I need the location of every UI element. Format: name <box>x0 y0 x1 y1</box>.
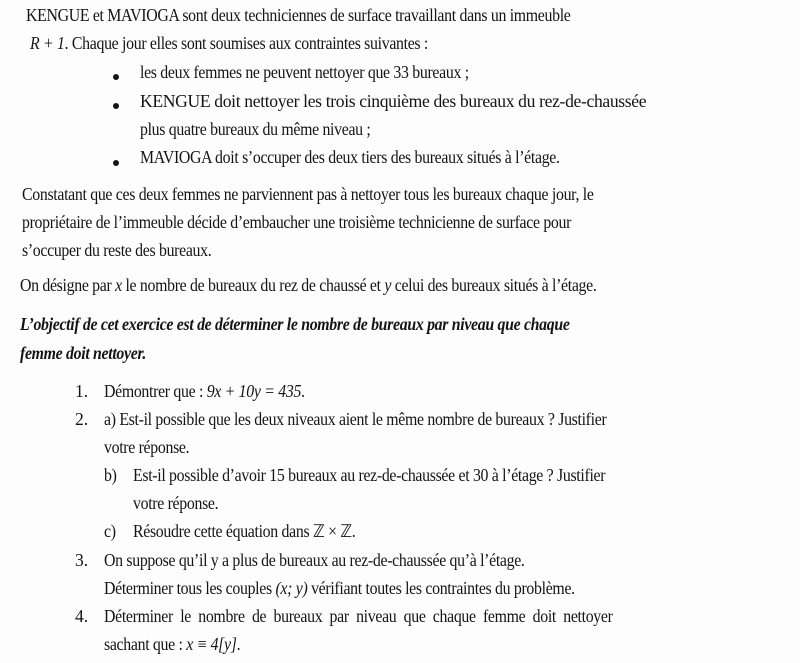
intro-text-2: . Chaque jour elles sont soumises aux contraintes suivantes : <box>64 33 429 53</box>
question-4 <box>104 606 669 627</box>
constraint-text: les deux femmes ne peuvent nettoyer que 33 bureaux ; <box>140 62 469 82</box>
math-y: y <box>384 275 392 295</box>
text: . <box>301 381 305 401</box>
question-number: 1. <box>75 381 89 401</box>
intro-text: KENGUE et MAVIOGA sont deux techniciennes de surface travaillant dans un immeuble <box>26 5 571 25</box>
question-3-cont <box>104 578 627 599</box>
constraint-text: MAVIOGA doit s’occuper des deux tiers des bureaux situés à l’étage. <box>140 147 560 167</box>
sub-label: a) <box>104 409 116 429</box>
question-3 <box>104 550 571 571</box>
paragraph-line <box>22 212 632 233</box>
constraint-text: KENGUE doit nettoyer les trois cinquième des bureaux du rez-de-chaussée <box>140 91 647 111</box>
objective-line <box>20 343 160 364</box>
math-equation: 9x + 10y = 435 <box>206 381 302 401</box>
bullet-icon <box>113 74 119 80</box>
math-r-plus-1: R + 1 <box>30 33 65 53</box>
text: vérifiant toutes les contraintes du problème. <box>307 578 575 598</box>
question-2b-cont <box>133 493 228 514</box>
question-2a <box>104 409 662 430</box>
text: votre réponse. <box>104 437 190 457</box>
bullet-icon <box>113 103 119 109</box>
variables-definition <box>20 275 661 296</box>
objective-text: femme doit nettoyer. <box>20 343 147 363</box>
constraint-2-cont <box>140 119 396 140</box>
question-1 <box>104 381 327 402</box>
question-2c <box>104 521 117 542</box>
constraint-text: plus quatre bureaux du même niveau ; <box>140 119 371 139</box>
constraint-3 <box>140 147 606 168</box>
sub-label: c) <box>104 521 116 541</box>
objective-line <box>20 314 631 335</box>
question-2a-cont <box>104 437 199 458</box>
question-number: 3. <box>75 550 89 570</box>
bullet-icon <box>113 160 119 166</box>
objective-text: L’objectif de cet exercice est de déterminer le nombre de bureaux par niveau que chaque <box>20 314 570 334</box>
paragraph-line <box>22 184 657 205</box>
text: On suppose qu’il y a plus de bureaux au rez-de-chaussée qu’à l’étage. <box>104 550 525 570</box>
text: Déterminer tous les couples <box>104 578 276 598</box>
text: Est-il possible que les deux niveaux aient le même nombre de bureaux ? Justifier <box>119 409 607 429</box>
question-number: 2. <box>75 409 89 429</box>
question-number: 4. <box>75 606 89 626</box>
text: Résoudre cette équation dans <box>133 521 313 541</box>
intro-line-2 <box>30 33 472 54</box>
constraint-1 <box>140 62 505 83</box>
intro-line-1 <box>26 5 631 26</box>
text: le nombre de bureaux du rez de chaussé et <box>121 275 385 295</box>
text: . <box>351 521 356 541</box>
question-2b-text <box>133 465 658 486</box>
text: . <box>236 634 241 654</box>
text: votre réponse. <box>133 493 219 513</box>
paragraph-text: s’occuper du reste des bureaux. <box>22 240 212 260</box>
question-2b <box>104 465 118 486</box>
constraint-2 <box>140 91 646 112</box>
text: sachant que : <box>104 634 187 654</box>
text: celui des bureaux situés à l’étage. <box>391 275 597 295</box>
text: Est-il possible d’avoir 15 bureaux au rez-de-chaussée et 30 à l’étage ? Justifier <box>133 465 606 485</box>
paragraph-text: Constatant que ces deux femmes ne parviennent pas à nettoyer tous les bureaux chaque jour, le <box>22 184 594 204</box>
paragraph-line <box>22 240 232 261</box>
question-2c-text <box>133 521 380 542</box>
math-z-cross-z: ℤ × ℤ <box>312 521 352 541</box>
sub-label: b) <box>104 465 117 485</box>
question-4-cont <box>104 634 255 655</box>
math-congruence: x ≡ 4[y] <box>186 634 237 654</box>
text: Déterminer le nombre de bureaux par niveau que chaque femme doit nettoyer <box>104 606 613 626</box>
text: Démontrer que : <box>104 381 207 401</box>
text: On désigne par <box>20 275 116 295</box>
math-couple: (x; y) <box>275 578 308 598</box>
paragraph-text: propriétaire de l’immeuble décide d’embaucher une troisième technicienne de surface pour <box>22 212 572 232</box>
math-x: x <box>115 275 122 295</box>
